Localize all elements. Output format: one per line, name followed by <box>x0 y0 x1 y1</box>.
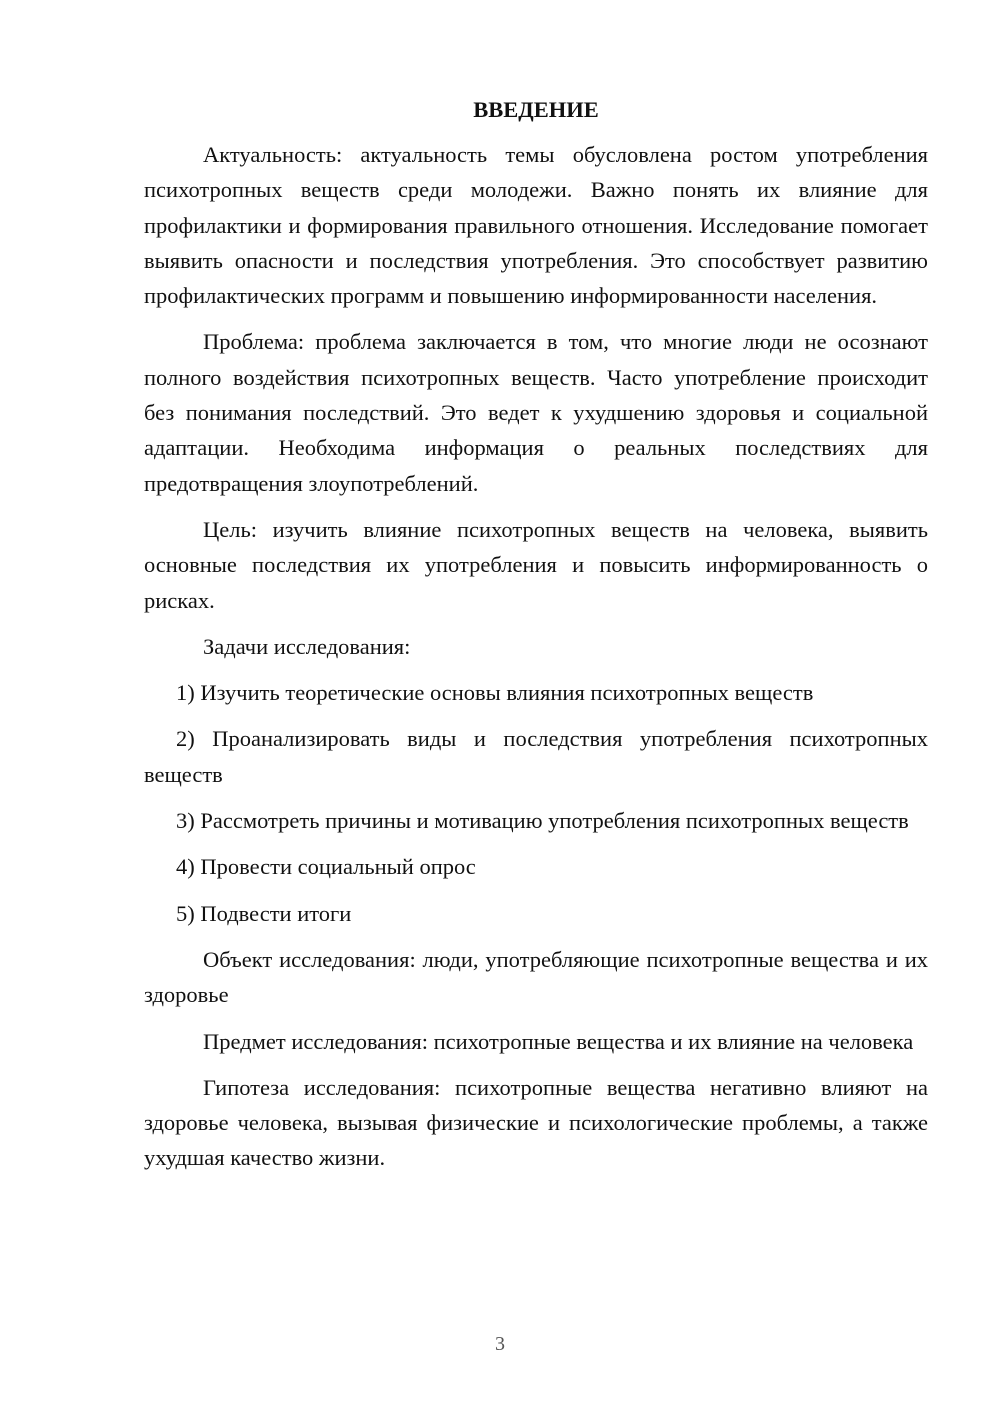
page-number: 3 <box>495 1333 505 1355</box>
object-paragraph: Объект исследования: люди, употребляющие психотропные вещества и их здоровье <box>144 946 928 1008</box>
problem-paragraph: Проблема: проблема заключается в том, что многие люди не осознают полного воздействия психотропных веществ. Часто употребление происходит без понимания последствий. Это ведет к ухудшению здоровья и социальной адаптации. Необходима информация о реальных последствиях для предотвращения злоупотреблений. <box>144 329 928 496</box>
tasks-heading: Задачи исследования: <box>203 633 411 659</box>
document-body <box>144 94 928 1187</box>
hypothesis-paragraph: Гипотеза исследования: психотропные вещества негативно влияют на здоровье человека, вызывая физические и психологические проблемы, а также ухудшая качество жизни. <box>144 1074 928 1171</box>
subject-paragraph: Предмет исследования: психотропные вещества и их влияние на человека <box>203 1028 914 1054</box>
task-item-2: 2) Проанализировать виды и последствия употребления психотропных веществ <box>144 726 928 787</box>
task-item-3: 3) Рассмотреть причины и мотивацию употребления психотропных веществ <box>176 808 909 834</box>
task-item-1: 1) Изучить теоретические основы влияния психотропных веществ <box>176 680 814 706</box>
relevance-paragraph: Актуальность: актуальность темы обусловлена ростом употребления психотропных веществ среди молодежи. Важно понять их влияние для профилактики и формирования правильного отношения. Исследование помогает выявить опасности и последствия употребления. Это способствует развитию профилактических программ и повышению информированности населения. <box>144 142 928 309</box>
task-item-5: 5) Подвести итоги <box>176 900 352 926</box>
page-title: ВВЕДЕНИЕ <box>473 97 599 122</box>
goal-paragraph: Цель: изучить влияние психотропных веществ на человека, выявить основные последствия их употребления и повысить информированность о рисках. <box>144 516 928 613</box>
task-item-4: 4) Провести социальный опрос <box>176 854 476 880</box>
